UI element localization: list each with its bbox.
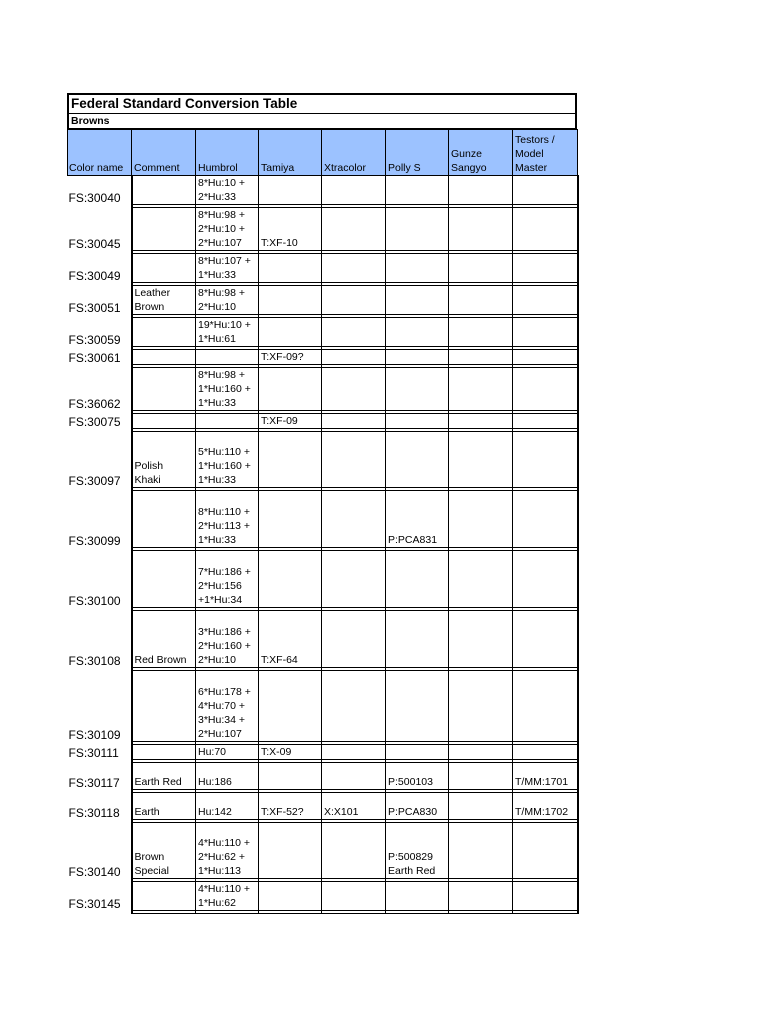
cell-comment [132,551,196,608]
cell-gunze-sangyo [449,551,513,608]
header-comment: Comment [132,130,196,176]
conversion-table [67,129,579,914]
cell-polly-s [386,254,449,283]
cell-tamiya: T:XF-09 [259,414,322,429]
cell-testors-model-master [513,286,578,315]
cell-tamiya [259,432,322,488]
cell-polly-s [386,671,449,742]
cell-tamiya: T:XF-52? [259,793,322,820]
table-row [68,793,578,820]
table-row [68,176,578,205]
cell-tamiya [259,176,322,205]
cell-comment: Earth Red [132,763,196,790]
cell-xtracolor [322,763,386,790]
cell-xtracolor [322,491,386,548]
table-row [68,414,578,429]
cell-tamiya [259,368,322,411]
cell-testors-model-master [513,368,578,411]
table-row [68,611,578,668]
cell-xtracolor [322,882,386,911]
cell-color-name: FS:30075 [68,414,132,429]
cell-polly-s [386,350,449,365]
cell-color-name: FS:30061 [68,350,132,365]
cell-xtracolor [322,368,386,411]
cell-tamiya: T:XF-09? [259,350,322,365]
cell-comment [132,350,196,365]
separator-cell [259,911,322,914]
cell-xtracolor [322,671,386,742]
cell-testors-model-master: T/MM:1701 [513,763,578,790]
cell-polly-s [386,551,449,608]
cell-color-name: FS:30117 [68,763,132,790]
cell-color-name: FS:30118 [68,793,132,820]
table-row [68,671,578,742]
cell-tamiya [259,254,322,283]
cell-comment [132,254,196,283]
table-row [68,491,578,548]
separator-cell [132,911,196,914]
cell-tamiya [259,763,322,790]
conversion-sheet [67,93,577,914]
cell-color-name: FS:30145 [68,882,132,911]
header-color-name: Color name [68,130,132,176]
cell-comment: Earth [132,793,196,820]
cell-testors-model-master [513,823,578,879]
section-label: Browns [67,114,577,129]
cell-humbrol: Hu:70 [196,745,259,760]
cell-polly-s [386,368,449,411]
cell-humbrol: 8*Hu:107 + 1*Hu:33 [196,254,259,283]
cell-polly-s [386,882,449,911]
table-row [68,763,578,790]
table-row [68,286,578,315]
separator-cell [68,911,132,914]
cell-xtracolor [322,176,386,205]
cell-polly-s [386,414,449,429]
header-row [68,130,578,176]
cell-testors-model-master [513,176,578,205]
cell-comment [132,208,196,251]
table-title: Federal Standard Conversion Table [67,93,577,114]
cell-comment [132,882,196,911]
cell-comment [132,414,196,429]
cell-polly-s [386,745,449,760]
cell-comment [132,745,196,760]
header-humbrol: Humbrol [196,130,259,176]
table-row [68,882,578,911]
cell-humbrol: 7*Hu:186 + 2*Hu:156 +1*Hu:34 [196,551,259,608]
cell-xtracolor: X:X101 [322,793,386,820]
cell-gunze-sangyo [449,745,513,760]
cell-testors-model-master: T/MM:1702 [513,793,578,820]
row-separator [68,911,578,914]
cell-xtracolor [322,208,386,251]
cell-gunze-sangyo [449,491,513,548]
table-row [68,368,578,411]
cell-polly-s: P:500829 Earth Red [386,823,449,879]
cell-tamiya: T:XF-64 [259,611,322,668]
cell-testors-model-master [513,745,578,760]
cell-tamiya [259,318,322,347]
cell-gunze-sangyo [449,793,513,820]
cell-polly-s [386,432,449,488]
cell-polly-s: P:PCA830 [386,793,449,820]
cell-polly-s: P:500103 [386,763,449,790]
cell-testors-model-master [513,208,578,251]
cell-xtracolor [322,611,386,668]
cell-comment: Polish Khaki [132,432,196,488]
cell-xtracolor [322,823,386,879]
cell-gunze-sangyo [449,432,513,488]
cell-xtracolor [322,745,386,760]
cell-xtracolor [322,286,386,315]
cell-testors-model-master [513,414,578,429]
cell-humbrol: 19*Hu:10 + 1*Hu:61 [196,318,259,347]
cell-gunze-sangyo [449,763,513,790]
cell-tamiya: T:X-09 [259,745,322,760]
cell-tamiya [259,671,322,742]
cell-color-name: FS:30100 [68,551,132,608]
cell-humbrol [196,414,259,429]
cell-humbrol: Hu:186 [196,763,259,790]
cell-testors-model-master [513,551,578,608]
cell-color-name: FS:30045 [68,208,132,251]
cell-xtracolor [322,432,386,488]
cell-xtracolor [322,254,386,283]
cell-gunze-sangyo [449,208,513,251]
cell-testors-model-master [513,882,578,911]
header-xtracolor: Xtracolor [322,130,386,176]
cell-xtracolor [322,414,386,429]
cell-humbrol: 4*Hu:110 + 1*Hu:62 [196,882,259,911]
cell-gunze-sangyo [449,350,513,365]
cell-xtracolor [322,350,386,365]
cell-gunze-sangyo [449,176,513,205]
cell-testors-model-master [513,432,578,488]
cell-gunze-sangyo [449,671,513,742]
table-row [68,318,578,347]
cell-humbrol: 4*Hu:110 + 2*Hu:62 + 1*Hu:113 [196,823,259,879]
table-row [68,254,578,283]
cell-humbrol: 5*Hu:110 + 1*Hu:160 + 1*Hu:33 [196,432,259,488]
separator-cell [449,911,513,914]
cell-color-name: FS:30051 [68,286,132,315]
cell-polly-s [386,208,449,251]
cell-comment [132,368,196,411]
cell-comment [132,491,196,548]
cell-humbrol: Hu:142 [196,793,259,820]
separator-cell [196,911,259,914]
cell-tamiya [259,823,322,879]
cell-testors-model-master [513,611,578,668]
header-tamiya: Tamiya [259,130,322,176]
cell-testors-model-master [513,350,578,365]
cell-color-name: FS:36062 [68,368,132,411]
cell-gunze-sangyo [449,368,513,411]
header-testors-model-master: Testors / Model Master [513,130,578,176]
cell-comment: Brown Special [132,823,196,879]
cell-xtracolor [322,318,386,347]
cell-tamiya [259,551,322,608]
cell-comment [132,671,196,742]
cell-tamiya [259,286,322,315]
cell-comment: Leather Brown [132,286,196,315]
cell-color-name: FS:30111 [68,745,132,760]
cell-gunze-sangyo [449,882,513,911]
cell-polly-s: P:PCA831 [386,491,449,548]
table-row [68,551,578,608]
header-polly-s: Polly S [386,130,449,176]
table-row [68,745,578,760]
cell-color-name: FS:30140 [68,823,132,879]
cell-humbrol: 6*Hu:178 + 4*Hu:70 + 3*Hu:34 + 2*Hu:107 [196,671,259,742]
cell-comment: Red Brown [132,611,196,668]
cell-gunze-sangyo [449,318,513,347]
cell-color-name: FS:30040 [68,176,132,205]
cell-gunze-sangyo [449,254,513,283]
cell-humbrol: 8*Hu:98 + 2*Hu:10 [196,286,259,315]
cell-color-name: FS:30099 [68,491,132,548]
cell-testors-model-master [513,491,578,548]
cell-gunze-sangyo [449,611,513,668]
cell-polly-s [386,286,449,315]
cell-color-name: FS:30059 [68,318,132,347]
cell-polly-s [386,318,449,347]
cell-color-name: FS:30108 [68,611,132,668]
separator-cell [386,911,449,914]
cell-xtracolor [322,551,386,608]
cell-testors-model-master [513,318,578,347]
cell-tamiya [259,882,322,911]
table-row [68,823,578,879]
cell-testors-model-master [513,671,578,742]
cell-color-name: FS:30097 [68,432,132,488]
table-row [68,208,578,251]
cell-color-name: FS:30109 [68,671,132,742]
separator-cell [513,911,578,914]
cell-humbrol: 3*Hu:186 + 2*Hu:160 + 2*Hu:10 [196,611,259,668]
cell-comment [132,318,196,347]
cell-testors-model-master [513,254,578,283]
cell-color-name: FS:30049 [68,254,132,283]
cell-humbrol: 8*Hu:98 + 1*Hu:160 + 1*Hu:33 [196,368,259,411]
cell-polly-s [386,176,449,205]
cell-humbrol: 8*Hu:110 + 2*Hu:113 + 1*Hu:33 [196,491,259,548]
separator-cell [322,911,386,914]
cell-comment [132,176,196,205]
cell-gunze-sangyo [449,286,513,315]
table-row [68,350,578,365]
cell-humbrol: 8*Hu:98 + 2*Hu:10 + 2*Hu:107 [196,208,259,251]
header-gunze-sangyo: Gunze Sangyo [449,130,513,176]
cell-tamiya [259,491,322,548]
table-row [68,432,578,488]
cell-gunze-sangyo [449,823,513,879]
cell-gunze-sangyo [449,414,513,429]
cell-humbrol [196,350,259,365]
cell-polly-s [386,611,449,668]
cell-tamiya: T:XF-10 [259,208,322,251]
cell-humbrol: 8*Hu:10 + 2*Hu:33 [196,176,259,205]
